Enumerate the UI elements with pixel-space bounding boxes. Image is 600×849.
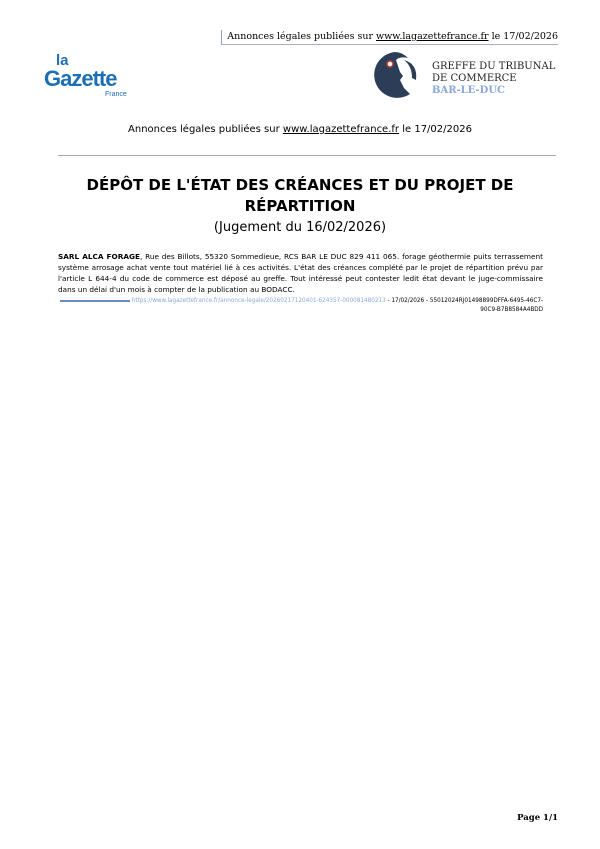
page-title: DÉPÔT DE L'ÉTAT DES CRÉANCES ET DU PROJET DE RÉPARTITION — [86, 176, 514, 215]
page-number: Page 1/1 — [517, 813, 558, 823]
company-name: SARL ALCA FORAGE — [58, 252, 140, 261]
header-site-link[interactable]: www.lagazettefrance.fr — [376, 31, 489, 42]
announcement — [58, 251, 543, 315]
announcement-text: SARL ALCA FORAGE, Rue des Billots, 55320 Sommedieue, RCS BAR LE DUC 829 411 065. forage géothermie puits terrassement système arrosage achat vente tout matériel lié à ces activités. L'état des créances complété par le projet de répartition prévu par l'article L 644-4 du code de commerce est déposé au greffe. Tout intéressé peut contester ledit état devant le juge-commissaire dans un délai d'un mois à compter de la publication au BODACC. — [58, 252, 544, 294]
divider — [58, 155, 556, 156]
judgment-date: (Jugement du 16/02/2026) — [213, 220, 387, 235]
subtitle: Annonces légales publiées sur www.lagazettefrance.fr le 17/02/2026 — [128, 124, 472, 135]
subtitle-site-link[interactable]: www.lagazettefrance.fr — [282, 124, 400, 135]
top-header: Annonces légales publiées sur www.lagazettefrance.fr le 17/02/2026 — [221, 30, 558, 45]
la-gazette-logo: la Gazette France — [44, 52, 127, 98]
announcement-link[interactable]: https://www.lagazettefrance.fr/annonce-legale/20260217120401-624357-000081480213 — [131, 298, 386, 304]
reference: https://www.lagazettefrance.fr/annonce-legale/20260217120401-624357-000081480213 - 17/02/2026 - 55012024RJ01498899DFFA-6495-46C7-90C9-B7B8584A4BDD — [58, 297, 543, 315]
marianne-icon — [370, 50, 420, 100]
link-underline — [60, 300, 130, 302]
greffe-block: GREFFE DU TRIBUNAL DE COMMERCE BAR-LE-DUC — [432, 61, 556, 96]
main-content — [50, 175, 550, 315]
